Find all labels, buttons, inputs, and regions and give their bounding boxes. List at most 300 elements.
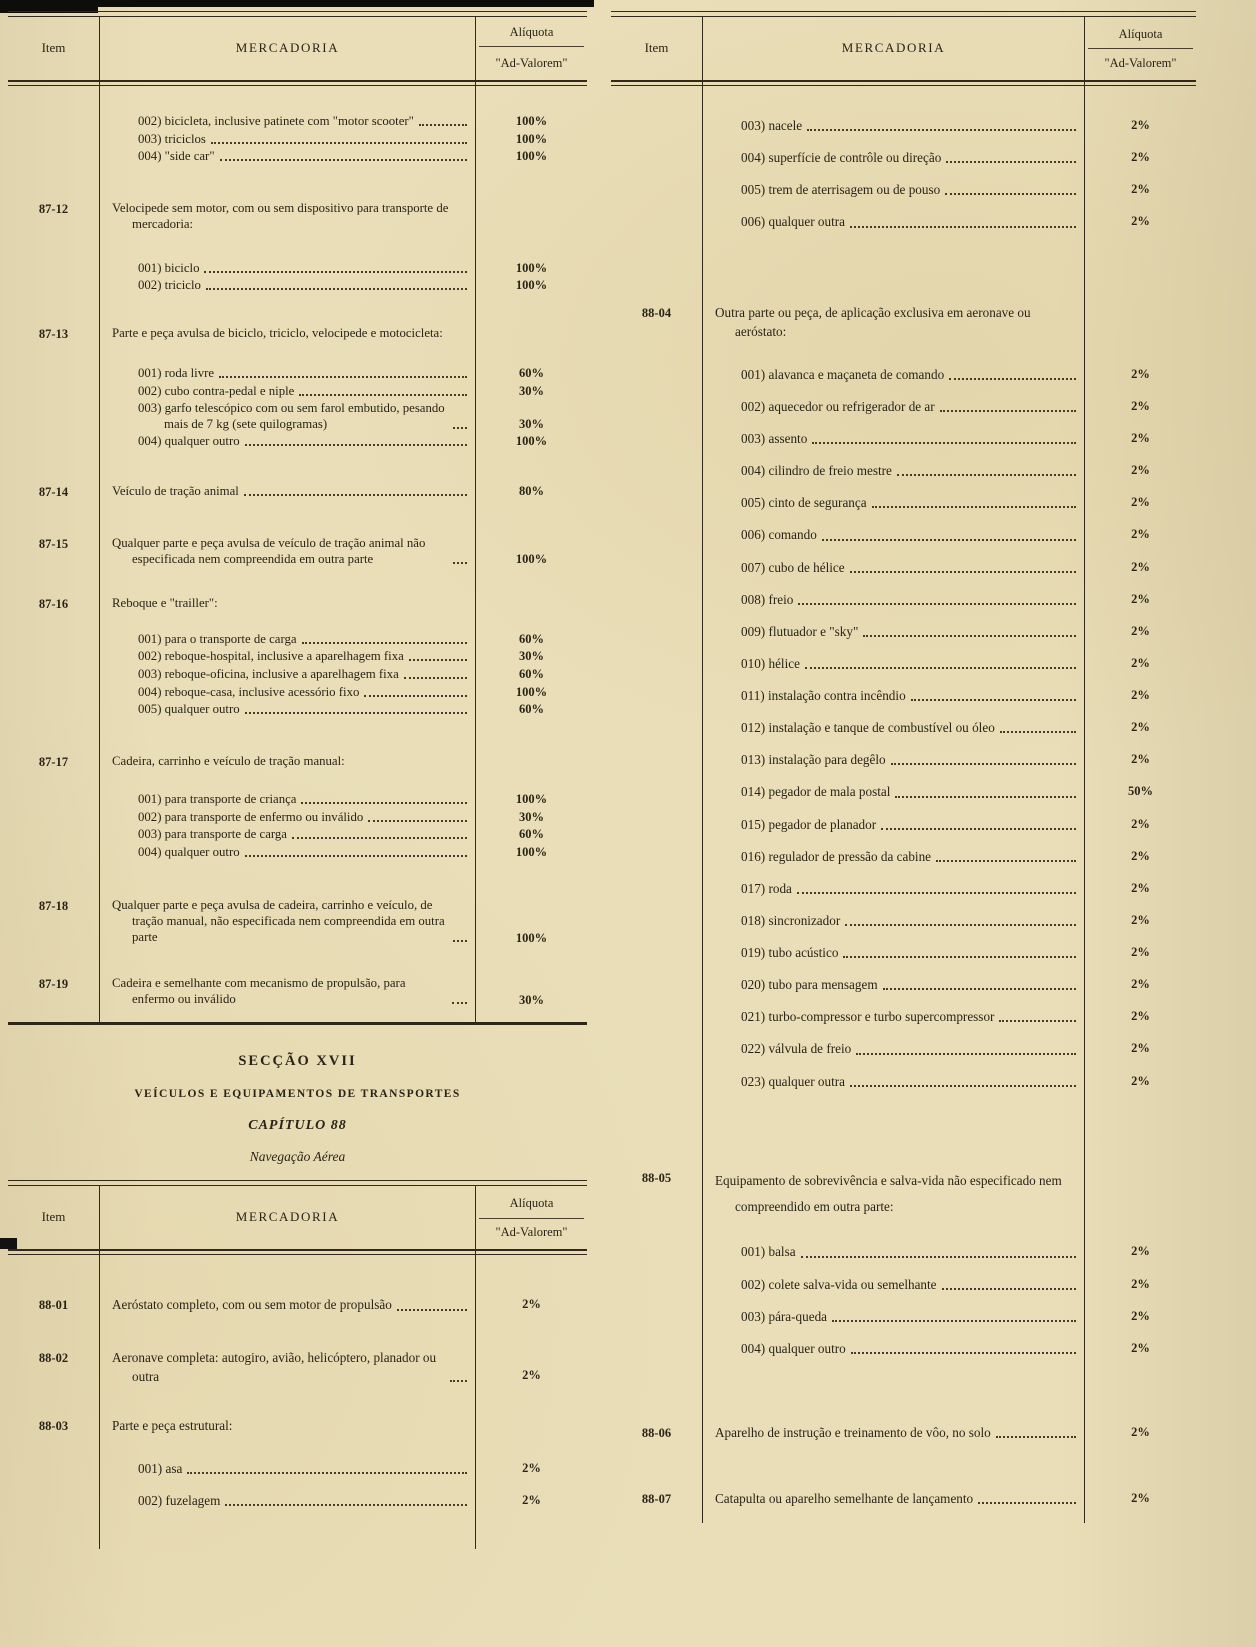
description-text: 002) cubo contra-pedal e niple: [138, 383, 295, 398]
tariff-table-chapter-88-right: [611, 16, 1196, 1523]
sub-item-row: [8, 366, 587, 384]
spacer-row: [611, 1222, 1196, 1242]
item-code-cell: [8, 702, 100, 720]
item-code-cell: [611, 1307, 703, 1339]
dot-leader: [187, 1472, 467, 1474]
entry-heading-row: [8, 1295, 587, 1317]
item-code-cell: [8, 976, 100, 1010]
description-cell: [703, 1371, 1084, 1423]
description-cell: [703, 1275, 1084, 1307]
description-cell: [100, 948, 475, 976]
item-code-cell: [611, 847, 703, 879]
description-cell: [703, 558, 1084, 590]
table-header: [611, 16, 1196, 82]
item-code-cell: [611, 1039, 703, 1071]
description-cell: [703, 245, 1084, 303]
rate-cell: [1084, 86, 1196, 116]
dot-leader: [797, 892, 1076, 894]
item-code-cell: [8, 366, 100, 384]
rate-value: 2%: [1131, 366, 1150, 381]
rate-value: 2%: [1131, 1308, 1150, 1323]
rate-value: 2%: [1131, 912, 1150, 927]
description-text: 002) para transporte de enfermo ou inválido: [138, 809, 364, 824]
dot-leader: [801, 1256, 1076, 1258]
description-cell: [703, 622, 1084, 654]
description-text: 003) para transporte de carga: [138, 827, 287, 842]
dot-leader: [450, 1380, 467, 1382]
sub-item-row: [8, 685, 587, 703]
item-code-cell: [8, 278, 100, 296]
rate-value: 30%: [519, 992, 544, 1007]
description-cell: [100, 702, 475, 720]
rate-cell: [475, 827, 587, 845]
rate-cell: [475, 1010, 587, 1022]
sub-item-row: [8, 667, 587, 685]
item-code: 87-19: [38, 977, 69, 992]
rate-value: 2%: [522, 1460, 541, 1475]
rate-cell: [475, 384, 587, 402]
dot-leader: [832, 1320, 1076, 1322]
rate-value: 2%: [1131, 848, 1150, 863]
description-cell: [703, 1423, 1084, 1445]
rate-cell: [1084, 116, 1196, 148]
sub-item-row: [611, 493, 1196, 525]
dot-leader: [220, 159, 467, 161]
description-cell: [100, 132, 475, 150]
sub-item-row: [611, 397, 1196, 429]
rate-value: 2%: [522, 1367, 541, 1382]
item-code-cell: [8, 235, 100, 261]
rate-cell: [475, 570, 587, 596]
header-aliquota-line2: "Ad-Valorem": [1104, 55, 1177, 70]
description-text: Outra parte ou peça, de aplicação exclusiva em aeronave ou aeróstato:: [715, 304, 1031, 339]
spacer-row: [8, 86, 587, 114]
rate-value: 2%: [1131, 1340, 1150, 1355]
rate-cell: [475, 1416, 587, 1437]
rate-cell: [1084, 622, 1196, 654]
rate-cell: [475, 114, 587, 132]
rate-cell: [475, 1491, 587, 1523]
chapter-title: CAPÍTULO 88: [248, 1118, 347, 1134]
sub-item-row: [8, 278, 587, 296]
rate-value: 60%: [519, 631, 544, 646]
rate-value: 2%: [1131, 655, 1150, 670]
item-code-cell: [611, 1445, 703, 1489]
dot-leader: [936, 860, 1076, 862]
item-code-cell: [8, 1388, 100, 1416]
sub-item-row: [8, 1459, 587, 1491]
entry-heading-row: [8, 754, 587, 772]
description-text: Reboque e "trailler":: [112, 595, 218, 610]
description-cell: [100, 484, 475, 502]
item-code: 88-04: [641, 305, 672, 320]
sub-item-row: [611, 1275, 1196, 1307]
spacer-row: [8, 720, 587, 754]
rate-value: 2%: [1131, 1491, 1150, 1506]
rate-cell: [1084, 461, 1196, 493]
rate-cell: [475, 484, 587, 502]
rate-cell: [475, 502, 587, 536]
description-text: Aeronave completa: autogiro, avião, helicóptero, planador ou outra: [112, 1349, 437, 1384]
description-text: Cadeira, carrinho e veículo de tração manual:: [112, 753, 345, 768]
item-code-cell: [8, 452, 100, 484]
dot-leader: [850, 226, 1076, 228]
rate-cell: [1084, 975, 1196, 1007]
spacer-row: [611, 1371, 1196, 1423]
description-cell: [703, 1072, 1084, 1104]
sub-item-row: [611, 847, 1196, 879]
description-text: Catapulta ou aparelho semelhante de lançamento: [715, 1491, 974, 1507]
rate-cell: [1084, 525, 1196, 557]
description-text: 004) superfície de contrôle ou direção: [741, 150, 942, 166]
rate-cell: [475, 1388, 587, 1416]
rate-cell: [475, 898, 587, 948]
item-code-cell: [8, 502, 100, 536]
description-cell: [100, 1416, 475, 1437]
rate-value: 2%: [522, 1297, 541, 1312]
rate-value: 2%: [522, 1493, 541, 1508]
rate-cell: [1084, 590, 1196, 622]
description-cell: [100, 452, 475, 484]
description-text: 008) freio: [741, 591, 794, 607]
dot-leader: [225, 1504, 467, 1506]
dot-leader: [850, 571, 1076, 573]
description-text: 006) comando: [741, 527, 817, 543]
description-text: 004) qualquer outro: [138, 844, 240, 859]
rate-value: 2%: [1131, 182, 1150, 197]
sub-item-row: [611, 180, 1196, 212]
description-cell: [100, 536, 475, 570]
item-code-cell: [611, 558, 703, 590]
sub-item-row: [611, 148, 1196, 180]
entry-heading-row: [8, 1348, 587, 1388]
spacer-row: [8, 235, 587, 261]
description-cell: [703, 847, 1084, 879]
description-text: 005) qualquer outro: [138, 702, 240, 717]
description-cell: [100, 86, 475, 114]
rate-cell: [475, 720, 587, 754]
item-code-cell: [611, 180, 703, 212]
rate-cell: [475, 1459, 587, 1491]
description-text: 023) qualquer outra: [741, 1073, 845, 1089]
description-cell: [100, 898, 475, 948]
description-text: 001) para transporte de criança: [138, 791, 297, 806]
description-cell: [703, 1168, 1084, 1223]
sub-item-row: [8, 702, 587, 720]
description-cell: [100, 614, 475, 632]
description-text: 001) para o transporte de carga: [138, 631, 297, 646]
description-text: 003) assento: [741, 431, 808, 447]
description-cell: [100, 827, 475, 845]
description-cell: [703, 429, 1084, 461]
description-text: 004) reboque-casa, inclusive acessório fixo: [138, 684, 360, 699]
description-text: 004) qualquer outro: [138, 434, 240, 449]
rate-value: 2%: [1131, 463, 1150, 478]
item-code: 88-02: [38, 1350, 69, 1365]
dot-leader: [978, 1502, 1076, 1504]
rate-value: 2%: [1131, 495, 1150, 510]
description-text: 001) asa: [138, 1460, 183, 1476]
spacer-row: [8, 1255, 587, 1295]
dot-leader: [940, 410, 1076, 412]
description-text: 003) pára-queda: [741, 1308, 828, 1324]
rate-cell: [475, 452, 587, 484]
header-aliquota-line1: Alíquota: [479, 25, 584, 47]
item-code-cell: [8, 827, 100, 845]
rate-cell: [1084, 1007, 1196, 1039]
item-code-cell: [611, 1222, 703, 1242]
header-mercadoria: MERCADORIA: [841, 40, 946, 56]
chapter-subtitle: Navegação Aérea: [249, 1149, 346, 1165]
header-aliquota-line2: "Ad-Valorem": [495, 56, 568, 71]
description-text: Equipamento de sobrevivência e salva-vida não especificado nem compreendido em outra parte:: [715, 1172, 1062, 1215]
rate-value: 100%: [515, 552, 548, 567]
rate-cell: [1084, 718, 1196, 750]
item-code-cell: [8, 1318, 100, 1348]
description-cell: [703, 1489, 1084, 1511]
sub-item-row: [611, 1307, 1196, 1339]
header-aliquota-line2: "Ad-Valorem": [495, 1225, 568, 1240]
header-aliquota: [1084, 17, 1196, 80]
rate-value: 30%: [519, 649, 544, 664]
rate-cell: [475, 614, 587, 632]
tariff-table-chapter-87: [8, 16, 587, 1025]
description-text: 009) flutuador e "sky": [741, 623, 859, 639]
description-cell: [100, 1318, 475, 1348]
dot-leader: [364, 695, 467, 697]
sub-item-row: [611, 815, 1196, 847]
description-text: 005) trem de aterrisagem ou de pouso: [741, 182, 941, 198]
item-code: 88-05: [641, 1170, 672, 1185]
description-cell: [100, 1295, 475, 1317]
sub-item-row: [8, 792, 587, 810]
scan-artifact-top-bar: [0, 0, 594, 7]
item-code-cell: [8, 898, 100, 948]
rate-cell: [475, 667, 587, 685]
dot-leader: [798, 603, 1076, 605]
description-cell: [703, 1511, 1084, 1523]
description-cell: [703, 911, 1084, 943]
description-text: 002) reboque-hospital, inclusive a aparelhagem fixa: [138, 649, 404, 664]
item-code-cell: [611, 718, 703, 750]
description-cell: [703, 461, 1084, 493]
sub-item-row: [8, 132, 587, 150]
description-text: 002) fuzelagem: [138, 1493, 221, 1509]
item-code-cell: [611, 397, 703, 429]
item-code-cell: [611, 1423, 703, 1445]
dot-leader: [206, 288, 467, 290]
rate-cell: [1084, 943, 1196, 975]
description-cell: [703, 975, 1084, 1007]
dot-leader: [851, 1352, 1076, 1354]
dot-leader: [419, 124, 467, 126]
dot-leader: [453, 940, 467, 942]
spacer-row: [8, 1388, 587, 1416]
description-text: 014) pegador de mala postal: [741, 784, 891, 800]
dot-leader: [863, 635, 1076, 637]
dot-leader: [872, 506, 1076, 508]
item-code: 88-06: [641, 1425, 672, 1440]
rate-value: 2%: [1131, 1424, 1150, 1439]
spacer-row: [8, 452, 587, 484]
dot-leader: [891, 763, 1076, 765]
description-cell: [100, 1255, 475, 1295]
rate-cell: [475, 810, 587, 828]
description-cell: [100, 1523, 475, 1549]
rate-value: 30%: [519, 809, 544, 824]
item-code-cell: [611, 943, 703, 975]
item-code-cell: [8, 614, 100, 632]
spacer-row: [8, 1523, 587, 1549]
entry-heading-row: [8, 976, 587, 1010]
description-text: 002) triciclo: [138, 278, 201, 293]
item-code-cell: [8, 296, 100, 326]
rate-cell: [1084, 1072, 1196, 1104]
item-code-cell: [8, 1491, 100, 1523]
description-cell: [703, 879, 1084, 911]
item-code-cell: [8, 434, 100, 452]
header-mercadoria: MERCADORIA: [235, 40, 340, 56]
item-code: 87-13: [38, 327, 69, 342]
rate-value: 2%: [1131, 880, 1150, 895]
description-cell: [703, 1007, 1084, 1039]
sub-item-row: [8, 434, 587, 452]
header-aliquota-line1: Alíquota: [1088, 25, 1193, 49]
rate-value: 2%: [1131, 623, 1150, 638]
rate-cell: [475, 1255, 587, 1295]
item-code-cell: [611, 654, 703, 686]
description-cell: [100, 344, 475, 366]
rate-cell: [475, 754, 587, 772]
dot-leader: [942, 1288, 1076, 1290]
description-text: 002) colete salva-vida ou semelhante: [741, 1276, 937, 1292]
description-text: 005) cinto de segurança: [741, 495, 867, 511]
item-code-cell: [8, 1295, 100, 1317]
sub-item-row: [611, 943, 1196, 975]
dot-leader: [883, 988, 1076, 990]
rate-cell: [475, 596, 587, 614]
rate-cell: [1084, 1339, 1196, 1371]
dot-leader: [453, 562, 467, 564]
description-text: 022) válvula de freio: [741, 1041, 852, 1057]
sub-item-row: [611, 525, 1196, 557]
dot-leader: [368, 820, 467, 822]
description-cell: [100, 596, 475, 614]
item-code-cell: [611, 1072, 703, 1104]
sub-item-row: [611, 718, 1196, 750]
description-cell: [100, 296, 475, 326]
sub-item-row: [8, 149, 587, 167]
spacer-row: [8, 1010, 587, 1022]
item-code-cell: [8, 632, 100, 650]
rate-cell: [475, 948, 587, 976]
rate-cell: [1084, 1222, 1196, 1242]
rate-value: 100%: [515, 149, 548, 164]
description-cell: [703, 782, 1084, 814]
rate-value: 50%: [1128, 784, 1153, 799]
description-cell: [703, 86, 1084, 116]
item-code-cell: [8, 326, 100, 344]
item-code-cell: [8, 667, 100, 685]
header-aliquota-line1: Alíquota: [479, 1194, 584, 1218]
entry-heading-row: [8, 326, 587, 344]
entry-heading-row: [8, 1416, 587, 1437]
dot-leader: [404, 677, 467, 679]
description-cell: [703, 525, 1084, 557]
header-item: Item: [8, 17, 100, 80]
description-cell: [703, 1339, 1084, 1371]
rate-cell: [475, 1437, 587, 1459]
header-item: Item: [8, 1186, 100, 1249]
description-text: 001) balsa: [741, 1244, 796, 1260]
item-code-cell: [8, 167, 100, 201]
spacer-row: [8, 1437, 587, 1459]
description-cell: [703, 116, 1084, 148]
dot-leader: [996, 1436, 1076, 1438]
item-code-cell: [8, 1416, 100, 1437]
rate-cell: [1084, 1511, 1196, 1523]
description-text: 011) instalação contra incêndio: [741, 688, 906, 704]
dot-leader: [397, 1309, 467, 1311]
spacer-row: [8, 862, 587, 898]
entry-heading-row: [8, 596, 587, 614]
rate-value: 60%: [519, 702, 544, 717]
item-code-cell: [8, 1459, 100, 1491]
description-text: Cadeira e semelhante com mecanismo de propulsão, para enfermo ou inválido: [112, 976, 406, 1007]
rate-value: 80%: [519, 484, 544, 499]
description-cell: [100, 754, 475, 772]
description-cell: [100, 434, 475, 452]
rate-cell: [475, 132, 587, 150]
sub-item-row: [611, 212, 1196, 244]
table-body: [8, 1255, 587, 1549]
spacer-row: [8, 167, 587, 201]
spacer-row: [8, 570, 587, 596]
item-code-cell: [611, 1168, 703, 1223]
sub-item-row: [8, 632, 587, 650]
item-code-cell: [8, 862, 100, 898]
section-divider: [8, 1025, 587, 1179]
dot-leader: [409, 659, 467, 661]
entry-heading-row: [8, 484, 587, 502]
description-cell: [100, 845, 475, 863]
description-cell: [100, 570, 475, 596]
item-code-cell: [611, 1007, 703, 1039]
rate-cell: [1084, 815, 1196, 847]
left-column: [8, 10, 587, 1549]
description-text: 001) biciclo: [138, 260, 200, 275]
right-column: [611, 10, 1196, 1523]
sub-item-row: [611, 686, 1196, 718]
sub-item-row: [611, 911, 1196, 943]
description-cell: [100, 667, 475, 685]
description-cell: [703, 1307, 1084, 1339]
item-code-cell: [611, 686, 703, 718]
item-code-cell: [8, 1255, 100, 1295]
dot-leader: [881, 828, 1076, 830]
sub-item-row: [611, 1039, 1196, 1071]
description-text: Aeróstato completo, com ou sem motor de propulsão: [112, 1297, 392, 1313]
description-text: 003) reboque-oficina, inclusive a aparelhagem fixa: [138, 667, 399, 682]
item-code-cell: [611, 429, 703, 461]
dot-leader: [946, 161, 1076, 163]
sub-item-row: [8, 384, 587, 402]
header-mercadoria: MERCADORIA: [235, 1209, 340, 1225]
item-code-cell: [611, 245, 703, 303]
rate-cell: [1084, 1445, 1196, 1489]
description-text: 015) pegador de planador: [741, 816, 877, 832]
description-cell: [100, 720, 475, 754]
